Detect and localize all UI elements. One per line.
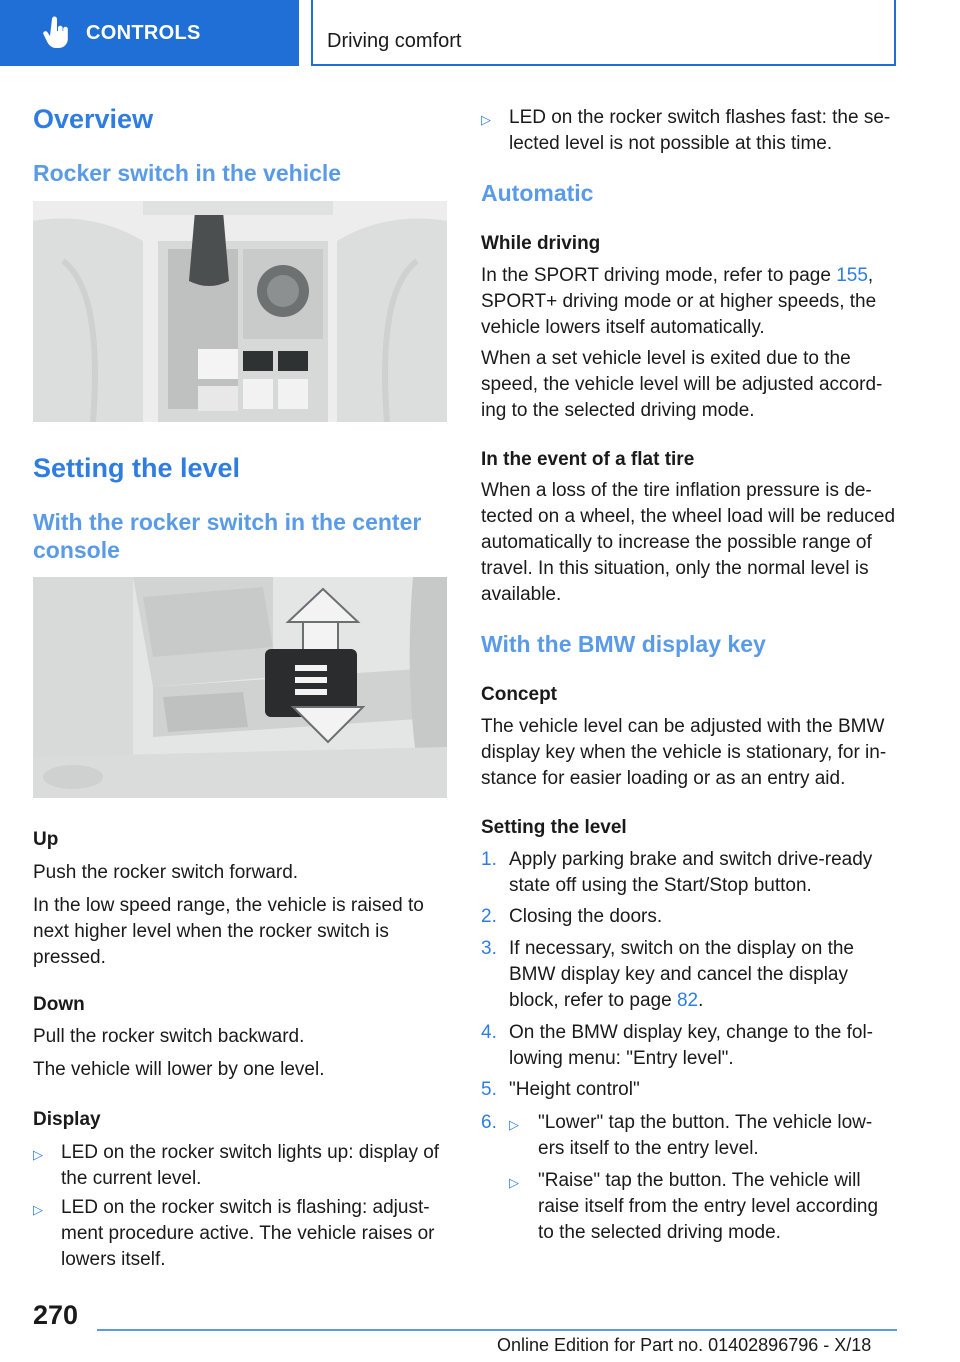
bullet-text: LED on the rocker switch lights up: display of the current level. (61, 1142, 440, 1189)
step-4 (481, 1020, 873, 1072)
heading-rocker-switch-vehicle: Rocker switch in the vehicle (33, 160, 342, 186)
page-link-155[interactable]: 155 (836, 265, 868, 286)
page-link-82[interactable]: 82 (676, 990, 699, 1011)
page-title: Driving comfort (327, 30, 462, 52)
footer-rule (97, 1329, 897, 1331)
heading-rocker-center-console (33, 508, 421, 564)
step-6-bullet-raise (509, 1168, 878, 1246)
rocker-switch-vehicle-image (33, 201, 447, 422)
step-text: On the BMW display key, change to the fol- lowing menu: "Entry level". (509, 1022, 873, 1069)
bullet-marker-icon: ▷ (33, 1147, 43, 1162)
heading-line: With the rocker switch in the center (33, 509, 422, 535)
step-6-bullet-lower (509, 1110, 878, 1162)
bullet-marker-icon: ▷ (33, 1202, 43, 1217)
rocker-switch-center-console-image (33, 577, 447, 798)
step-3 (481, 936, 854, 1014)
bullet-marker-icon: ▷ (481, 112, 491, 127)
text-down-1: Pull the rocker switch backward. (33, 1026, 305, 1047)
subheading-concept: Concept (481, 684, 557, 705)
subheading-down: Down (33, 994, 85, 1015)
step-1 (481, 847, 872, 899)
step-text: "Height control" (509, 1079, 640, 1100)
text-line: next higher level when the rocker switch is (33, 921, 389, 942)
step-text: Apply parking brake and switch drive-ready state off using the Start/Stop button. (509, 849, 873, 896)
bullet-marker-icon: ▷ (509, 1117, 519, 1132)
step-number: 6. (481, 1112, 497, 1133)
heading-overview: Overview (33, 104, 154, 134)
bullet-display-1 (33, 1140, 439, 1192)
footer-edition: Online Edition for Part no. 01402896796 - X/18 (497, 1335, 872, 1355)
text-line: In the low speed range, the vehicle is raised to (33, 895, 424, 916)
text-up-1: Push the rocker switch forward. (33, 862, 299, 883)
bullet-text: LED on the rocker switch is flashing: adjust- ment procedure active. The vehicle raises or lowers itself. (61, 1197, 435, 1270)
bullet-text: LED on the rocker switch flashes fast: the se- lected level is not possible at this time. (509, 107, 891, 154)
step-2 (481, 904, 662, 930)
step-5 (481, 1077, 640, 1103)
subheading-display: Display (33, 1109, 101, 1130)
section-tab[interactable] (0, 0, 299, 66)
heading-setting-level: Setting the level (33, 453, 241, 483)
step-text: Closing the doors. (509, 906, 663, 927)
text-while-driving-2: When a set vehicle level is exited due to the speed, the vehicle level will be adjusted accord- ing to the selected driving mode. (481, 348, 883, 421)
step-text: If necessary, switch on the display on the BMW display key and cancel the display block, refer to page 82. (509, 938, 854, 1011)
step-number: 5. (481, 1079, 497, 1100)
header-right-border (894, 0, 896, 66)
section-label: CONTROLS (86, 21, 201, 44)
text-down-2: The vehicle will lower by one level. (33, 1059, 325, 1080)
step-6 (481, 1110, 878, 1246)
bullet-flash-fast (481, 105, 890, 157)
text-line: pressed. (33, 947, 106, 968)
text-flat-tire: When a loss of the tire inflation pressure is de- tected on a wheel, the wheel load will be reduced automatically to increase the possible range of travel. In this situation, only the normal level is available. (481, 480, 896, 605)
page-number: 270 (33, 1300, 79, 1330)
step-number: 1. (481, 849, 497, 870)
hand-pointer-icon (38, 14, 76, 52)
bullet-text: "Lower" tap the button. The vehicle low- ers itself to the entry level. (538, 1112, 873, 1159)
heading-automatic: Automatic (481, 180, 594, 206)
heading-display-key: With the BMW display key (481, 631, 766, 657)
heading-line: console (33, 537, 120, 563)
step-number: 4. (481, 1022, 497, 1043)
step-number: 2. (481, 906, 497, 927)
subheading-setting-level: Setting the level (481, 817, 627, 838)
bullet-text: "Raise" tap the button. The vehicle will raise itself from the entry level according to the selected driving mode. (538, 1170, 879, 1243)
text-up-2 (33, 893, 424, 971)
text-while-driving: In the SPORT driving mode, refer to page 155, SPORT+ driving mode or at higher speeds, the vehicle lowers itself automatically. (481, 265, 877, 338)
bullet-display-2 (33, 1195, 435, 1273)
subheading-flat-tire: In the event of a flat tire (481, 449, 695, 470)
bullet-marker-icon: ▷ (509, 1175, 519, 1190)
subheading-up: Up (33, 829, 59, 850)
text-concept: The vehicle level can be adjusted with the BMW display key when the vehicle is stationary, for in- stance for easier loading or as an entry aid. (481, 716, 887, 789)
step-6-bullets (509, 1110, 878, 1246)
step-number: 3. (481, 938, 497, 959)
header-rule (311, 64, 896, 66)
header-divider (311, 0, 313, 66)
subheading-while-driving: While driving (481, 233, 601, 254)
